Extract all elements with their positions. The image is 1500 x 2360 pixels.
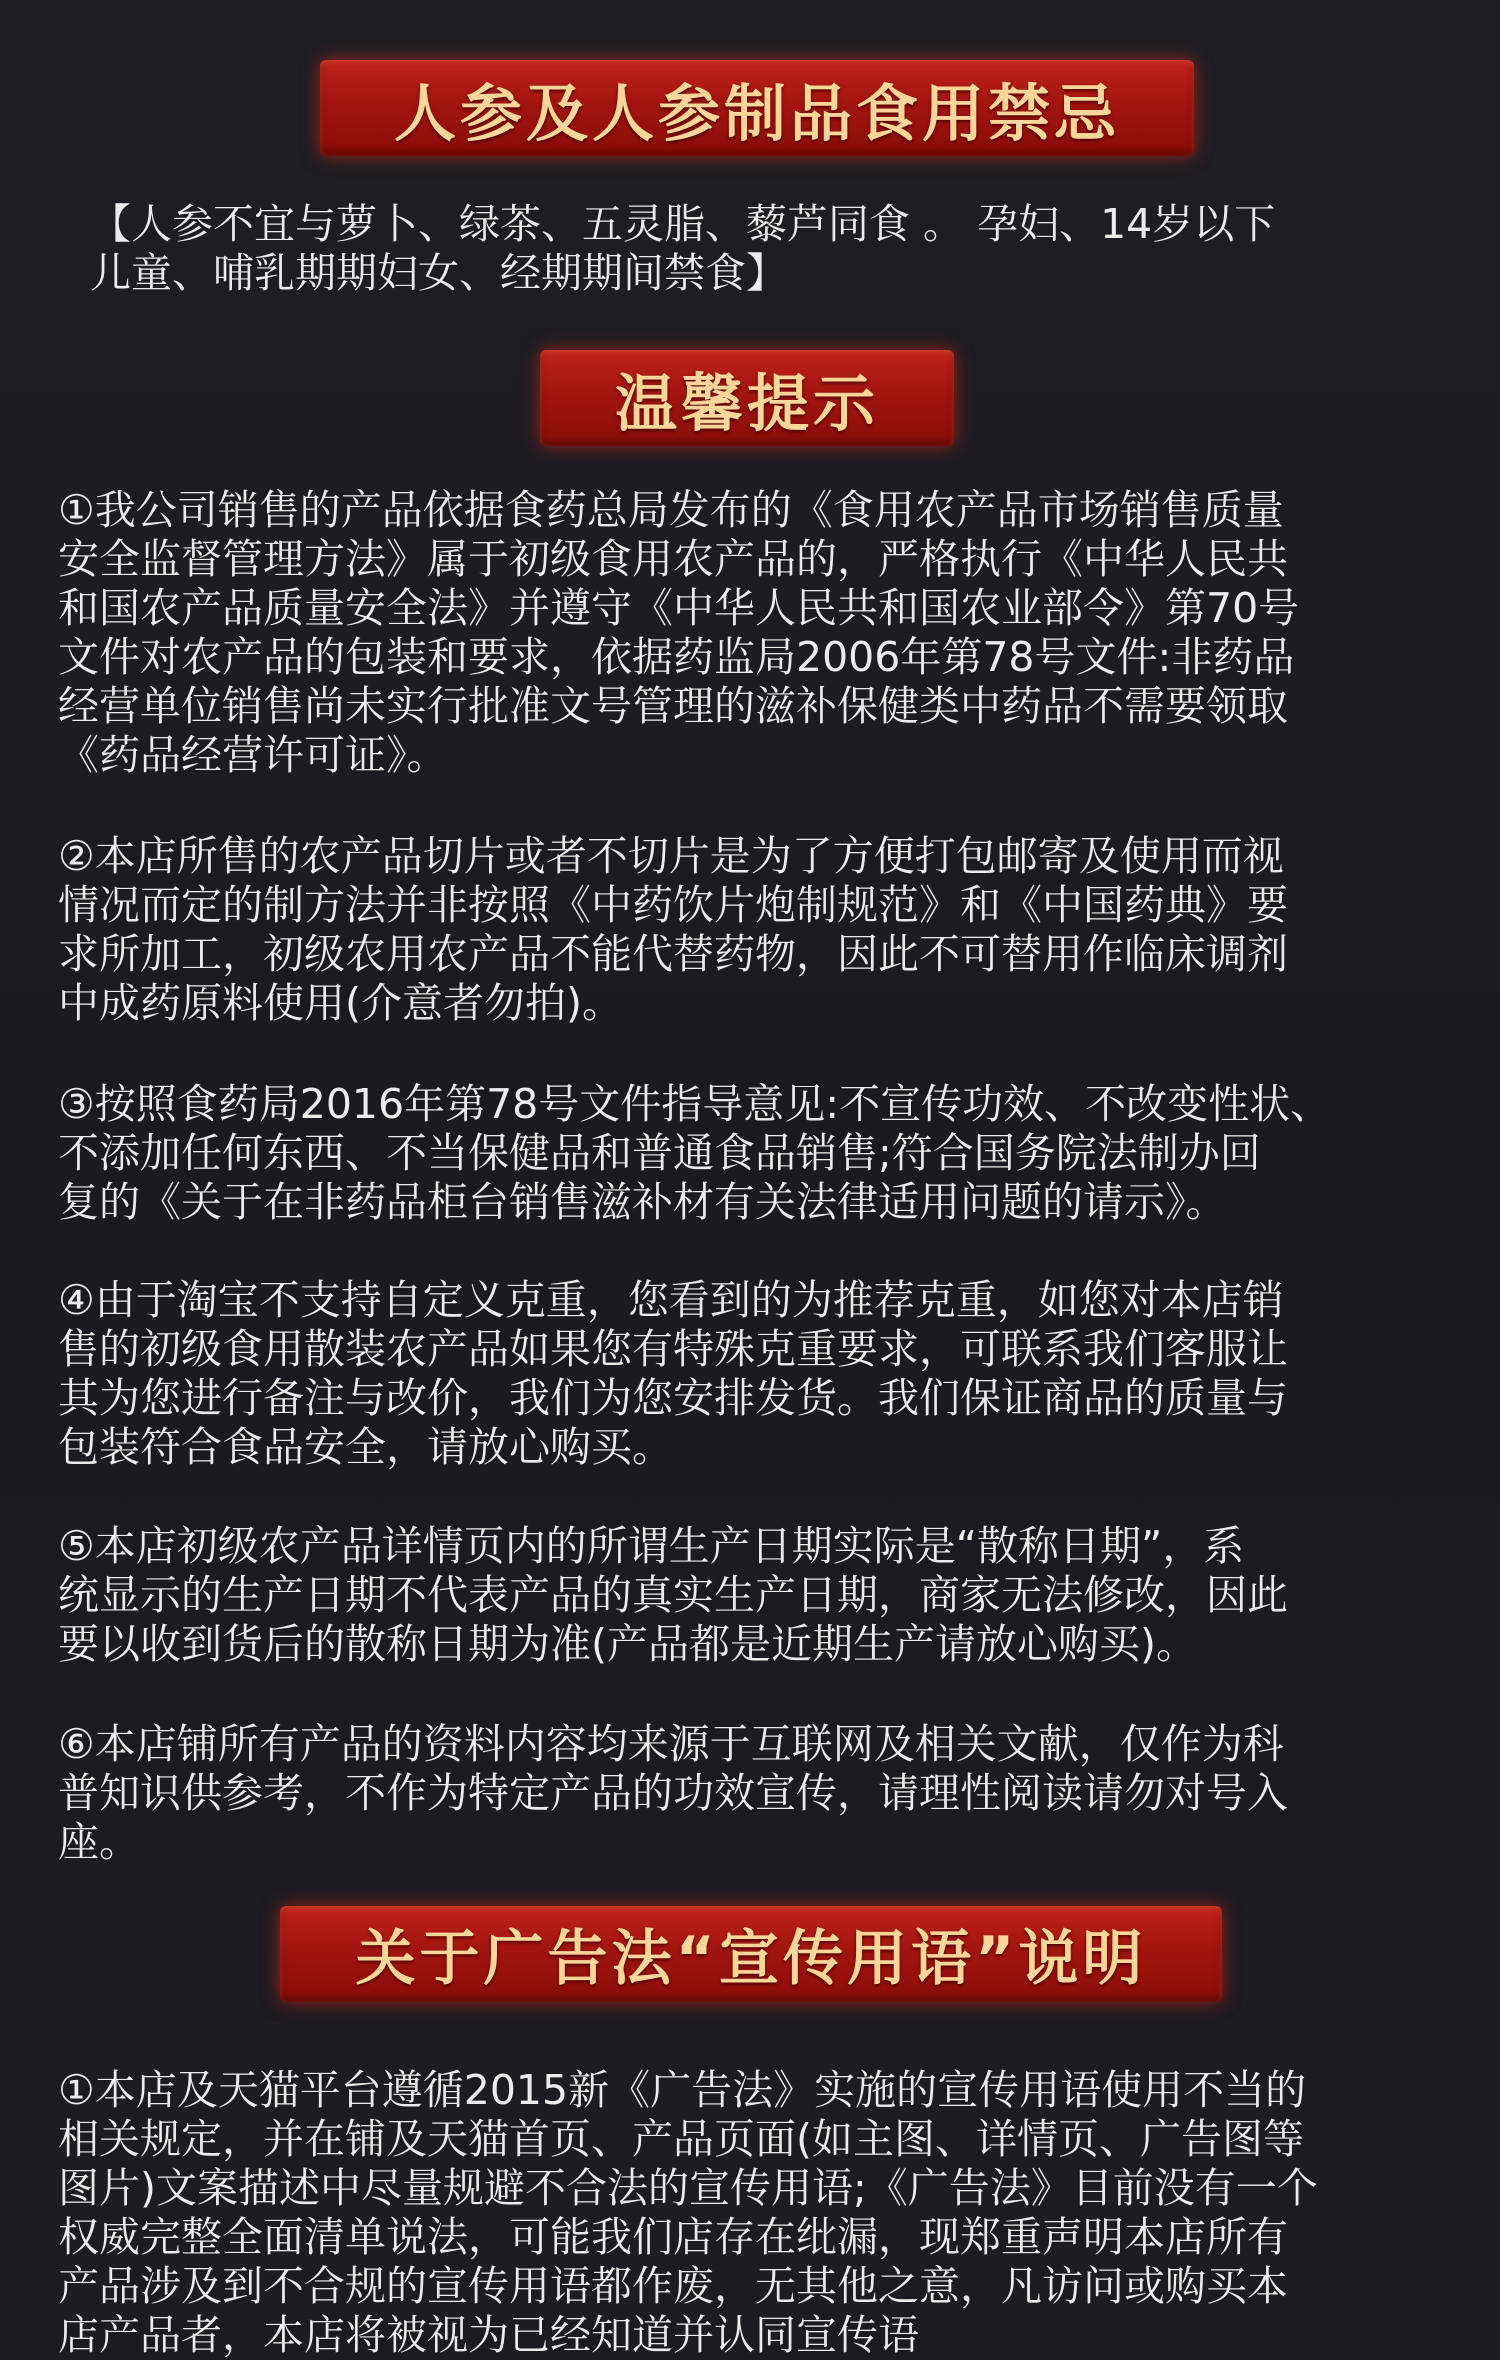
contraindications-banner bbox=[320, 60, 1194, 156]
paragraph-line: 不添加任何东西、不当保健品和普通食品销售;符合国务院法制办回 bbox=[58, 1129, 1261, 1177]
paragraph-line: ③按照食药局2016年第78号文件指导意见:不宣传功效、不改变性状、 bbox=[58, 1080, 1332, 1128]
paragraph-line: ④由于淘宝不支持自定义克重，您看到的为推荐克重，如您对本店销 bbox=[58, 1276, 1284, 1324]
paragraph-line: 统显示的生产日期不代表产品的真实生产日期，商家无法修改，因此 bbox=[58, 1571, 1288, 1619]
paragraph-line: 普知识供参考，不作为特定产品的功效宣传，请理性阅读请勿对号入 bbox=[58, 1769, 1288, 1817]
paragraph-line: 求所加工，初级农用农产品不能代替药物，因此不可替用作临床调剂 bbox=[58, 930, 1288, 978]
paragraph-line: ⑤本店初级农产品详情页内的所谓生产日期实际是“散称日期”，系 bbox=[58, 1522, 1245, 1570]
paragraph-line: ①本店及天猫平台遵循2015新《广告法》实施的宣传用语使用不当的 bbox=[58, 2066, 1307, 2114]
paragraph-line: 图片)文案描述中尽量规避不合法的宣传用语;《广告法》目前没有一个 bbox=[58, 2164, 1318, 2212]
paragraph-line: ②本店所售的农产品切片或者不切片是为了方便打包邮寄及使用而视 bbox=[58, 832, 1284, 880]
paragraph-line: 复的《关于在非药品柜台销售滋补材有关法律适用问题的请示》。 bbox=[58, 1178, 1227, 1226]
ad-law-title: 关于广告法“宣传用语”说明 bbox=[355, 1924, 1147, 1994]
contraindications-title: 人参及人参制品食用禁忌 bbox=[393, 76, 1120, 150]
ad-law-paragraph-1 bbox=[58, 2066, 1443, 2360]
paragraph-line: 《药品经营许可证》。 bbox=[58, 731, 448, 779]
paragraph-line: 售的初级食用散装农产品如果您有特殊克重要求，可联系我们客服让 bbox=[58, 1325, 1288, 1373]
note-line: 【人参不宜与萝卜、绿茶、五灵脂、藜芦同食 。 孕妇、14岁以下 bbox=[90, 200, 1276, 248]
paragraph-line: 文件对农产品的包装和要求，依据药监局2006年第78号文件:非药品 bbox=[58, 633, 1295, 681]
paragraph-line: 安全监督管理方法》属于初级食用农产品的，严格执行《中华人民共 bbox=[58, 535, 1288, 583]
reminder-paragraph-1 bbox=[58, 486, 1443, 780]
reminder-banner bbox=[540, 350, 954, 446]
reminder-paragraph-6 bbox=[58, 1720, 1443, 1867]
reminder-paragraph-3 bbox=[58, 1080, 1443, 1227]
note-line: 儿童、哺乳期期妇女、经期期间禁食】 bbox=[90, 249, 787, 297]
reminder-paragraph-2 bbox=[58, 832, 1443, 1028]
paragraph-line: 包装符合食品安全，请放心购买。 bbox=[58, 1423, 673, 1471]
paragraph-line: 情况而定的制方法并非按照《中药饮片炮制规范》和《中国药典》要 bbox=[58, 881, 1288, 929]
reminder-paragraph-5 bbox=[58, 1522, 1443, 1669]
paragraph-line: 座。 bbox=[58, 1818, 140, 1866]
paragraph-line: 和国农产品质量安全法》并遵守《中华人民共和国农业部令》第70号 bbox=[58, 584, 1300, 632]
paragraph-line: 店产品者，本店将被视为已经知道并认同宣传语 bbox=[58, 2311, 919, 2359]
reminder-title: 温馨提示 bbox=[614, 366, 879, 440]
paragraph-line: 权威完整全面清单说法，可能我们店存在纰漏，现郑重声明本店所有 bbox=[58, 2213, 1288, 2261]
paragraph-line: 中成药原料使用(介意者勿拍)。 bbox=[58, 979, 623, 1027]
paragraph-line: ⑥本店铺所有产品的资料内容均来源于互联网及相关文献，仅作为科 bbox=[58, 1720, 1284, 1768]
paragraph-line: 其为您进行备注与改价，我们为您安排发货。我们保证商品的质量与 bbox=[58, 1374, 1288, 1422]
paragraph-line: 要以收到货后的散称日期为准(产品都是近期生产请放心购买)。 bbox=[58, 1620, 1197, 1668]
contraindications-note bbox=[90, 200, 1430, 298]
paragraph-line: 相关规定，并在铺及天猫首页、产品页面(如主图、详情页、广告图等 bbox=[58, 2115, 1304, 2163]
reminder-paragraph-4 bbox=[58, 1276, 1443, 1472]
paragraph-line: 产品涉及到不合规的宣传用语都作废，无其他之意，凡访问或购买本 bbox=[58, 2262, 1288, 2310]
paragraph-line: ①我公司销售的产品依据食药总局发布的《食用农产品市场销售质量 bbox=[58, 486, 1284, 534]
paragraph-line: 经营单位销售尚未实行批准文号管理的滋补保健类中药品不需要领取 bbox=[58, 682, 1288, 730]
ad-law-banner bbox=[280, 1906, 1222, 2002]
